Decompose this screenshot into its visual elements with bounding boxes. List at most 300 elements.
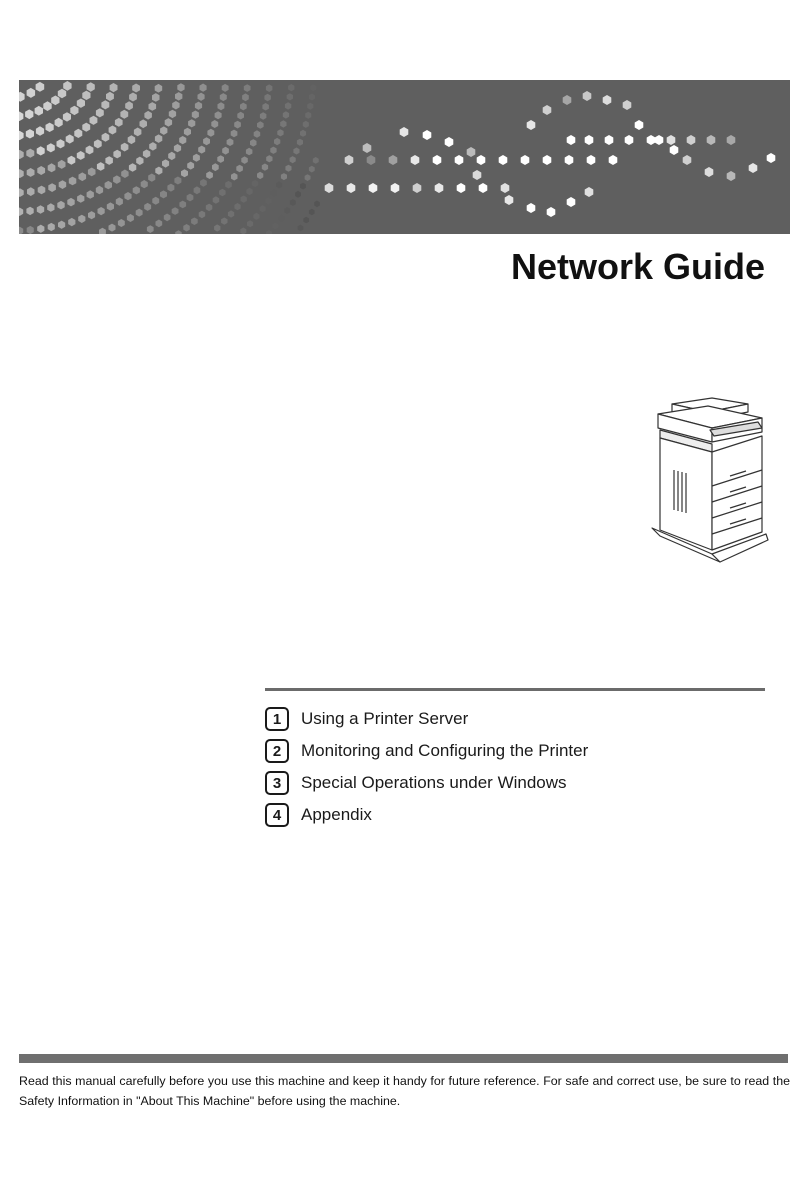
pattern-dot — [219, 189, 226, 197]
pattern-dot — [277, 129, 283, 136]
pattern-dot — [124, 192, 131, 200]
pattern-dot — [287, 93, 293, 100]
pattern-dot — [266, 230, 272, 234]
pattern-dot — [43, 101, 51, 111]
pattern-dot — [19, 227, 23, 234]
pattern-dot — [305, 112, 311, 119]
chapter-title: Monitoring and Configuring the Printer — [301, 741, 589, 760]
chapter-number-badge: 1 — [265, 707, 289, 731]
pattern-dot — [683, 155, 692, 165]
pattern-dot — [203, 137, 210, 145]
pattern-dot — [90, 116, 98, 125]
pattern-dot — [68, 156, 76, 165]
pattern-dot — [19, 92, 25, 102]
pattern-dot — [37, 225, 44, 233]
pattern-dot — [102, 133, 110, 142]
pattern-dot — [257, 121, 264, 129]
pattern-dot — [547, 207, 556, 217]
pattern-dot — [38, 186, 46, 195]
pattern-dot — [118, 219, 125, 227]
pattern-dot — [129, 163, 136, 172]
pattern-dot — [262, 103, 269, 111]
pattern-dot — [527, 203, 536, 213]
pattern-dot — [367, 155, 376, 165]
pattern-dot — [27, 187, 35, 196]
pattern-dot — [167, 184, 174, 192]
pattern-dot — [155, 84, 163, 93]
chapter-number-badge: 3 — [265, 771, 289, 795]
pattern-dot — [206, 204, 213, 212]
pattern-dot — [585, 135, 594, 145]
pattern-dot — [105, 181, 112, 189]
pattern-dot — [279, 215, 285, 222]
pattern-dot — [260, 112, 267, 120]
pattern-dot — [110, 83, 118, 92]
pattern-dot — [132, 84, 140, 93]
pattern-dot — [193, 154, 200, 162]
pattern-dot — [473, 170, 482, 180]
pattern-dot — [125, 101, 133, 110]
pattern-dot — [313, 157, 319, 164]
pattern-dot — [27, 168, 35, 177]
pattern-dot — [246, 148, 253, 156]
pattern-dot — [128, 135, 136, 144]
pattern-dot — [435, 183, 444, 193]
footer-divider — [19, 1054, 788, 1063]
pattern-dot — [175, 230, 182, 234]
chapter-number-badge: 4 — [265, 803, 289, 827]
toc-item-chapter-1[interactable] — [265, 703, 765, 735]
pattern-dot — [58, 221, 65, 229]
pattern-dot — [625, 135, 634, 145]
pattern-dot — [305, 174, 311, 181]
pattern-dot — [227, 138, 234, 146]
pattern-dot — [144, 203, 151, 211]
pattern-dot — [105, 156, 113, 165]
pattern-dot — [192, 111, 199, 119]
pattern-dot — [211, 120, 218, 128]
pattern-dot — [26, 129, 34, 138]
pattern-dot — [106, 92, 114, 101]
pattern-dot — [767, 153, 776, 163]
pattern-dot — [48, 223, 55, 231]
pattern-dot — [254, 130, 261, 138]
pattern-dot — [467, 147, 476, 157]
pattern-dot — [169, 110, 176, 118]
pattern-dot — [26, 149, 34, 158]
pattern-dot — [749, 163, 758, 173]
pattern-dot — [120, 110, 128, 119]
pattern-dot — [479, 183, 488, 193]
table-of-contents — [265, 688, 765, 831]
pattern-dot — [172, 101, 179, 110]
pattern-dot — [501, 183, 510, 193]
pattern-dot — [214, 224, 220, 231]
pattern-dot — [96, 108, 104, 117]
pattern-dot — [63, 81, 71, 91]
pattern-dot — [264, 94, 271, 102]
pattern-dot — [705, 167, 714, 177]
pattern-dot — [79, 172, 87, 181]
pattern-dot — [37, 146, 45, 155]
pattern-dot — [109, 224, 116, 232]
pattern-dot — [221, 218, 227, 225]
pattern-dot — [250, 139, 257, 147]
pattern-dot — [25, 109, 33, 119]
pattern-dot — [655, 135, 664, 145]
pattern-dot — [262, 164, 268, 171]
pattern-dot — [303, 217, 309, 224]
pattern-dot — [155, 134, 162, 143]
pattern-dot — [96, 186, 103, 195]
pattern-dot — [670, 145, 679, 155]
pattern-dot — [587, 155, 596, 165]
pattern-dot — [77, 99, 85, 108]
pattern-dot — [183, 224, 190, 232]
pattern-dot — [242, 93, 249, 101]
pattern-dot — [288, 84, 294, 91]
pattern-dot — [280, 120, 286, 127]
pattern-dot — [303, 121, 309, 128]
pattern-dot — [247, 220, 253, 227]
pattern-dot — [87, 82, 95, 92]
pattern-dot — [101, 100, 109, 109]
printer-illustration — [650, 390, 770, 570]
pattern-dot — [307, 103, 313, 110]
pattern-dot — [505, 195, 514, 205]
pattern-dot — [237, 112, 244, 120]
pattern-dot — [231, 173, 238, 181]
pattern-dot — [48, 163, 56, 172]
pattern-dot — [68, 218, 75, 226]
pattern-dot — [115, 118, 123, 127]
pattern-dot — [457, 183, 466, 193]
pattern-dot — [172, 207, 179, 215]
pattern-dot — [325, 183, 334, 193]
chapter-number-badge: 2 — [265, 739, 289, 763]
pattern-dot — [727, 135, 736, 145]
pattern-dot — [70, 106, 78, 115]
pattern-dot — [727, 171, 736, 181]
pattern-dot — [47, 143, 55, 152]
pattern-dot — [74, 129, 82, 138]
pattern-dot — [19, 169, 24, 178]
pattern-dot — [82, 123, 90, 132]
pattern-dot — [543, 105, 552, 115]
pattern-dot — [97, 162, 105, 171]
pattern-dot — [94, 139, 102, 148]
pattern-dot — [19, 208, 23, 217]
pattern-dot — [271, 190, 277, 197]
pattern-dot — [241, 196, 247, 203]
pattern-dot — [27, 226, 34, 234]
pattern-dot — [565, 155, 574, 165]
pattern-dot — [253, 213, 259, 220]
pattern-dot — [187, 162, 194, 170]
pattern-dot — [19, 150, 24, 159]
pattern-dot — [667, 135, 676, 145]
pattern-dot — [195, 102, 202, 110]
pattern-dot — [63, 112, 71, 121]
pattern-dot — [222, 147, 229, 155]
pattern-dot — [37, 166, 45, 175]
pattern-dot — [48, 183, 56, 192]
pattern-dot — [391, 183, 400, 193]
pattern-dot — [19, 188, 24, 197]
pattern-dot — [300, 130, 306, 137]
pattern-dot — [276, 181, 282, 188]
pattern-dot — [252, 180, 258, 187]
chapter-title: Special Operations under Windows — [301, 773, 567, 792]
pattern-dot — [152, 93, 160, 102]
pattern-dot — [149, 102, 157, 111]
pattern-dot — [298, 225, 304, 232]
pattern-dot — [175, 92, 182, 101]
pattern-dot — [184, 128, 191, 136]
toc-divider — [265, 688, 765, 691]
pattern-dot — [687, 135, 696, 145]
pattern-dot — [78, 215, 85, 223]
pattern-dot — [82, 91, 90, 100]
pattern-dot — [58, 89, 66, 99]
pattern-dot — [148, 174, 155, 182]
pattern-dot — [140, 119, 148, 128]
pattern-dot — [347, 183, 356, 193]
pattern-dot — [585, 187, 594, 197]
pattern-dot — [605, 135, 614, 145]
pattern-dot — [265, 197, 271, 204]
pattern-dot — [144, 111, 152, 120]
pattern-dot — [270, 147, 276, 154]
pattern-dot — [567, 135, 576, 145]
pattern-dot — [647, 135, 656, 145]
toc-item-chapter-3[interactable] — [265, 767, 765, 799]
pattern-dot — [107, 202, 114, 210]
pattern-dot — [164, 214, 171, 222]
pattern-dot — [603, 95, 612, 105]
pattern-dot — [26, 207, 33, 215]
chapter-title: Using a Printer Server — [301, 709, 469, 728]
pattern-dot — [212, 163, 219, 171]
pattern-dot — [174, 177, 181, 185]
pattern-dot — [57, 139, 65, 148]
pattern-dot — [149, 142, 156, 151]
pattern-dot — [220, 93, 227, 101]
document-title: Network Guide — [510, 246, 765, 287]
pattern-dot — [521, 155, 530, 165]
pattern-dot — [143, 150, 150, 159]
pattern-dot — [187, 194, 194, 202]
pattern-dot — [241, 156, 248, 164]
pattern-dot — [389, 155, 398, 165]
pattern-dot — [215, 111, 222, 119]
pattern-dot — [47, 203, 54, 212]
pattern-dot — [19, 112, 23, 122]
pattern-dot — [87, 190, 94, 199]
pattern-dot — [200, 179, 207, 187]
chapter-title: Appendix — [301, 805, 372, 824]
pattern-dot — [136, 209, 143, 217]
pattern-dot — [225, 181, 232, 189]
pattern-dot — [88, 211, 95, 219]
pattern-dot — [284, 207, 290, 214]
pattern-dot — [707, 135, 716, 145]
pattern-dot — [116, 197, 123, 205]
pattern-dot — [433, 155, 442, 165]
pattern-dot — [231, 130, 238, 138]
pattern-dot — [273, 223, 279, 230]
pattern-dot — [127, 214, 134, 222]
pattern-dot — [179, 136, 186, 144]
pattern-dot — [27, 88, 35, 98]
pattern-dot — [136, 157, 143, 165]
pattern-dot — [293, 148, 299, 155]
pattern-dot — [583, 91, 592, 101]
pattern-dot — [400, 127, 409, 137]
pattern-dot — [58, 160, 66, 169]
pattern-dot — [86, 146, 94, 155]
pattern-dot — [206, 171, 213, 179]
pattern-dot — [609, 155, 618, 165]
pattern-dot — [285, 102, 291, 109]
pattern-dot — [222, 84, 229, 92]
pattern-dot — [200, 84, 207, 92]
pattern-dot — [198, 146, 205, 154]
pattern-dot — [66, 134, 74, 143]
pattern-dot — [413, 183, 422, 193]
pattern-dot — [134, 128, 142, 137]
pattern-dot — [155, 167, 162, 175]
toc-item-chapter-4[interactable] — [265, 799, 765, 831]
pattern-dot — [168, 152, 175, 160]
pattern-dot — [297, 139, 303, 146]
cover-banner — [19, 80, 790, 234]
pattern-dot — [369, 183, 378, 193]
pattern-dot — [309, 94, 315, 101]
pattern-dot — [300, 183, 306, 190]
pattern-dot — [543, 155, 552, 165]
pattern-dot — [567, 197, 576, 207]
pattern-dot — [179, 201, 186, 209]
pattern-dot — [55, 118, 63, 128]
pattern-dot — [37, 205, 44, 214]
pattern-dot — [218, 102, 225, 110]
pattern-dot — [199, 211, 206, 219]
pattern-dot — [635, 120, 644, 130]
pattern-dot — [228, 210, 234, 217]
pattern-dot — [283, 111, 289, 118]
pattern-dot — [246, 188, 252, 195]
pattern-dot — [152, 197, 159, 205]
pattern-dot — [234, 203, 240, 210]
pattern-dot — [99, 228, 106, 234]
pattern-dot — [88, 168, 96, 177]
pattern-dot — [244, 84, 251, 92]
pattern-dot — [477, 155, 486, 165]
pattern-dot — [19, 131, 24, 141]
pattern-dot — [59, 180, 66, 189]
pattern-dot — [266, 84, 273, 92]
pattern-dot — [147, 225, 154, 233]
pattern-dot — [309, 166, 315, 173]
pattern-dot — [499, 155, 508, 165]
pattern-dot — [165, 118, 172, 127]
pattern-dot — [160, 190, 167, 198]
pattern-dot — [46, 123, 54, 132]
pattern-dot — [77, 151, 85, 160]
pattern-dot — [274, 138, 280, 145]
pattern-dot — [35, 106, 43, 116]
toc-item-chapter-2[interactable] — [265, 735, 765, 767]
pattern-dot — [257, 172, 263, 179]
pattern-dot — [240, 103, 247, 111]
pattern-dot — [129, 93, 137, 102]
pattern-dot — [563, 95, 572, 105]
pattern-dot — [309, 209, 315, 216]
pattern-dot — [162, 159, 169, 167]
pattern-dot — [310, 84, 316, 91]
pattern-dot — [266, 155, 272, 162]
pattern-dot — [57, 201, 64, 210]
pattern-dot — [217, 155, 224, 163]
pattern-dot — [36, 82, 45, 92]
pattern-dot — [345, 155, 354, 165]
pattern-dot — [67, 198, 74, 207]
pattern-dot — [281, 173, 287, 180]
pattern-dot — [234, 121, 241, 129]
pattern-dot — [260, 205, 266, 212]
pattern-dot — [527, 120, 536, 130]
pattern-dot — [455, 155, 464, 165]
pattern-dot — [445, 137, 454, 147]
pattern-dot — [423, 130, 432, 140]
pattern-dot — [207, 129, 214, 137]
pattern-dot — [240, 228, 246, 235]
pattern-dot — [141, 180, 148, 188]
pattern-dot — [411, 155, 420, 165]
pattern-dot — [191, 218, 198, 226]
pattern-dot — [177, 83, 184, 91]
pattern-dot — [133, 186, 140, 194]
pattern-dot — [181, 169, 188, 177]
pattern-dot — [285, 165, 291, 172]
dot-pattern-graphic — [19, 80, 790, 234]
pattern-dot — [174, 144, 181, 152]
pattern-dot — [198, 93, 205, 101]
pattern-dot — [156, 220, 163, 228]
pattern-dot — [121, 170, 128, 179]
pattern-dot — [36, 126, 44, 136]
pattern-dot — [121, 143, 129, 152]
pattern-dot — [623, 100, 632, 110]
pattern-dot — [188, 119, 195, 127]
pattern-dot — [160, 126, 167, 134]
pattern-dot — [51, 96, 59, 106]
pattern-dot — [314, 201, 320, 208]
pattern-dot — [98, 207, 105, 215]
pattern-dot — [213, 196, 220, 204]
pattern-dot — [236, 165, 243, 173]
pattern-dot — [295, 191, 301, 198]
pattern-dot — [109, 126, 117, 135]
pattern-dot — [113, 175, 120, 184]
pattern-dot — [77, 194, 84, 202]
pattern-dot — [69, 177, 77, 186]
pattern-dot — [290, 199, 296, 206]
pattern-dot — [113, 150, 121, 159]
pattern-dot — [194, 186, 201, 194]
pattern-dot — [363, 143, 372, 153]
